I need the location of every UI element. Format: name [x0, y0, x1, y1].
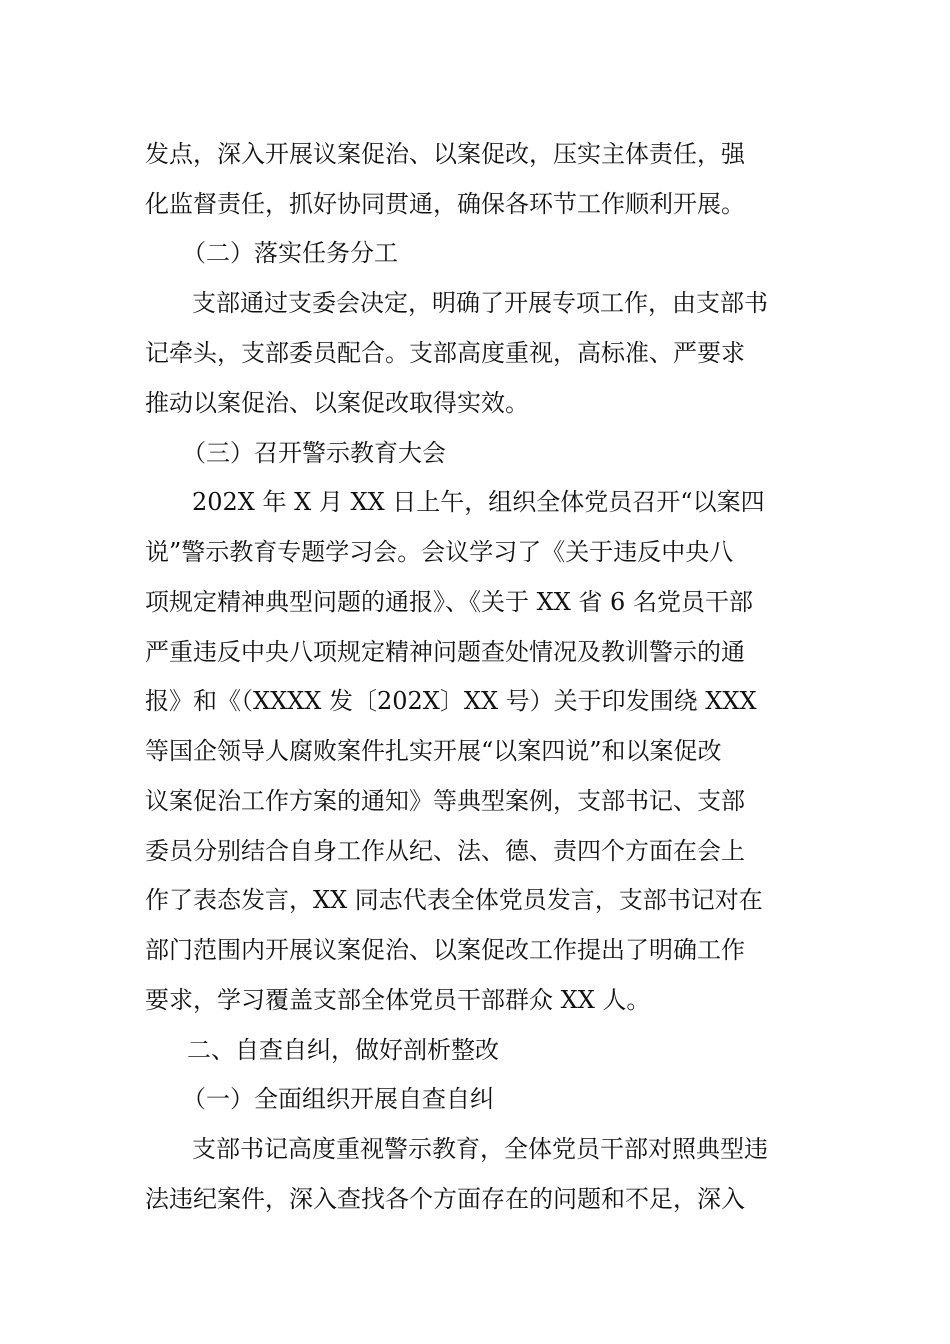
section-heading: （一）全面组织开展自查自纠	[182, 1085, 494, 1113]
text-line: 发点，深入开展议案促治、以案促改，压实主体责任，强	[145, 140, 745, 168]
text-line: 说”警示教育专题学习会。会议学习了《关于违反中央八	[145, 538, 734, 566]
paragraph-first-line: 支部书记高度重视警示教育，全体党员干部对照典型违	[192, 1135, 768, 1163]
text-line: 报》和《（XXXX 发〔202X〕XX 号）关于印发围绕 XXX	[145, 687, 757, 715]
text-line: 委员分别结合自身工作从纪、法、德、责四个方面在会上	[145, 837, 745, 865]
paragraph-first-line: 202X 年 X 月 XX 日上午，组织全体党员召开“以案四	[192, 488, 765, 516]
text-line: 记牵头，支部委员配合。支部高度重视，高标准、严要求	[145, 339, 745, 367]
text-line: 化监督责任，抓好协同贯通，确保各环节工作顺利开展。	[145, 190, 745, 218]
text-line: 议案促治工作方案的通知》等典型案例，支部书记、支部	[145, 787, 745, 815]
text-line: 要求，学习覆盖支部全体党员干部群众 XX 人。	[145, 986, 651, 1014]
text-line: 推动以案促治、以案促改取得实效。	[145, 389, 529, 417]
section-heading: （二）落实任务分工	[182, 239, 398, 267]
text-line: 法违纪案件，深入查找各个方面存在的问题和不足，深入	[145, 1185, 745, 1213]
chapter-heading: 二、自查自纠，做好剖析整改	[187, 1036, 499, 1064]
text-line: 部门范围内开展议案促治、以案促改工作提出了明确工作	[145, 936, 745, 964]
section-heading: （三）召开警示教育大会	[182, 439, 446, 467]
text-line: 等国企领导人腐败案件扎实开展“以案四说”和以案促改	[145, 737, 722, 765]
text-line: 项规定精神典型问题的通报》、《关于 XX 省 6 名党员干部	[145, 588, 753, 616]
text-line: 严重违反中央八项规定精神问题查处情况及教训警示的通	[145, 638, 745, 666]
paragraph-first-line: 支部通过支委会决定，明确了开展专项工作，由支部书	[192, 289, 768, 317]
text-line: 作了表态发言，XX 同志代表全体党员发言，支部书记对在	[145, 886, 763, 914]
